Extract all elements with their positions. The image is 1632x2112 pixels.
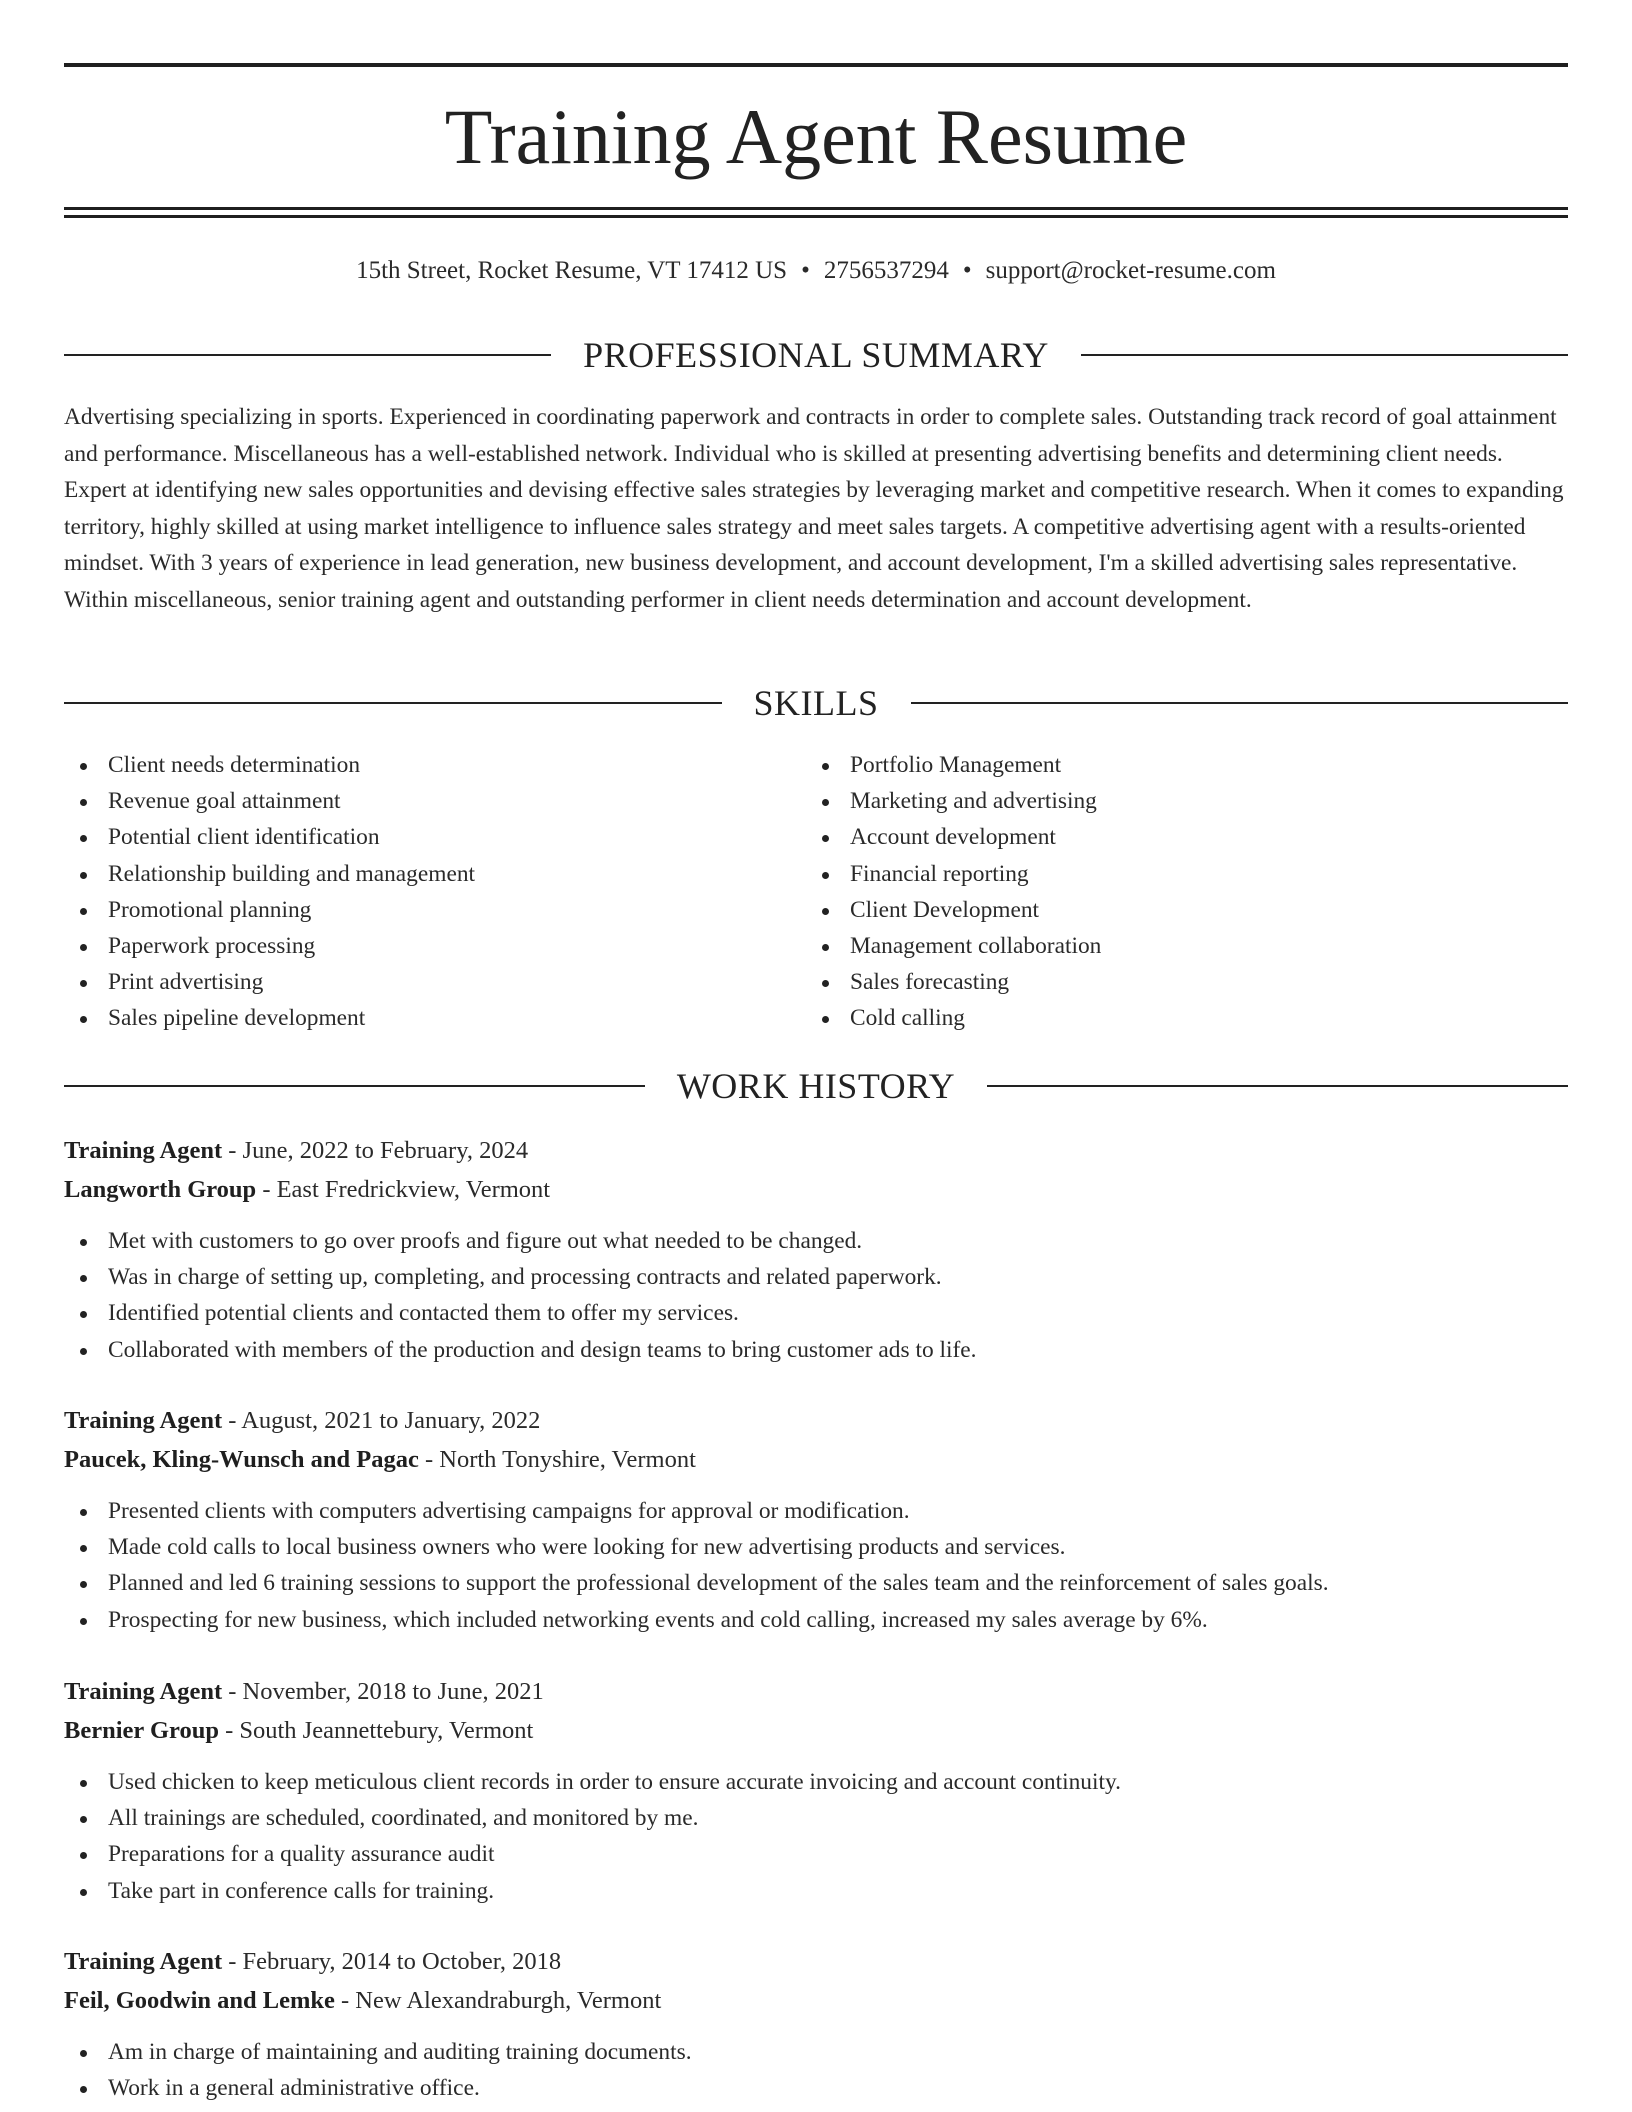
job-title: Training Agent — [64, 1137, 223, 1164]
job-duty: Preparations for a quality assurance audit — [64, 1836, 1568, 1872]
job-location: - South Jeannettebury, Vermont — [218, 1717, 534, 1744]
job-duty: Was in charge of setting up, completing, and processing contracts and related paperwork. — [64, 1259, 1568, 1295]
job-company: Langworth Group — [64, 1176, 257, 1203]
skill-item: Sales pipeline development — [64, 1000, 806, 1036]
job-entry — [64, 1942, 1568, 2106]
summary-heading-label: PROFESSIONAL SUMMARY — [583, 335, 1049, 375]
skill-item: Promotional planning — [64, 892, 806, 928]
job-company-line — [64, 1440, 1568, 1479]
heading-rule-left — [64, 702, 722, 704]
job-duty: Presented clients with computers advertising campaigns for approval or modification. — [64, 1493, 1568, 1529]
job-title-line — [64, 1401, 1568, 1440]
summary-text: Advertising specializing in sports. Experienced in coordinating paperwork and contracts in order to complete sales. Outstanding track record of goal attainment and performance. Miscellaneous has a well-established network. Individual who is skilled at presenting advertising benefits and determining client needs. Expert at identifying new sales opportunities and devising effective sales strategies by leveraging market and competitive research. When it comes to expanding territory, highly skilled at using market intelligence to influence sales strategy and meet sales targets. A competitive advertising agent with a results-oriented mindset. With 3 years of experience in lead generation, new business development, and account development, I'm a skilled advertising sales representative. Within miscellaneous, senior training agent and outstanding performer in client needs determination and account development. — [64, 404, 1564, 613]
heading-rule-left — [64, 1085, 645, 1087]
job-duty: Made cold calls to local business owners who were looking for new advertising products and services. — [64, 1529, 1568, 1565]
job-entry — [64, 1672, 1568, 1909]
skill-item: Client needs determination — [64, 747, 806, 783]
heading-rule-right — [987, 1085, 1568, 1087]
heading-rule-right — [911, 702, 1569, 704]
job-location: - New Alexandraburgh, Vermont — [334, 1987, 662, 2014]
job-entry — [64, 1131, 1568, 1368]
job-dates: - August, 2021 to January, 2022 — [222, 1407, 541, 1434]
summary-heading — [64, 333, 1568, 377]
job-duty: Work in a general administrative office. — [64, 2070, 1568, 2106]
title-rule-upper — [64, 207, 1568, 210]
skills-column-left — [64, 747, 806, 1037]
job-duty: Used chicken to keep meticulous client records in order to ensure accurate invoicing and account continuity. — [64, 1764, 1568, 1800]
contact-email: support@rocket-resume.com — [985, 257, 1276, 284]
job-company: Feil, Goodwin and Lemke — [64, 1987, 335, 2014]
skill-item: Client Development — [806, 892, 1548, 928]
job-duties — [64, 1493, 1568, 1638]
job-duty: Planned and led 6 training sessions to support the professional development of the sales team and the reinforcement of sales goals. — [64, 1565, 1568, 1601]
skill-item: Portfolio Management — [806, 747, 1548, 783]
skill-item: Print advertising — [64, 964, 806, 1000]
job-duty: Collaborated with members of the production and design teams to bring customer ads to life. — [64, 1332, 1568, 1368]
contact-line — [64, 254, 1568, 288]
contact-separator: • — [801, 257, 810, 284]
job-company: Bernier Group — [64, 1717, 219, 1744]
job-dates: - February, 2014 to October, 2018 — [222, 1948, 562, 1975]
job-duty: All trainings are scheduled, coordinated, and monitored by me. — [64, 1800, 1568, 1836]
job-title: Training Agent — [64, 1678, 223, 1705]
skill-item: Marketing and advertising — [806, 783, 1548, 819]
work-history-heading-label: WORK HISTORY — [676, 1066, 956, 1106]
work-history-heading — [64, 1064, 1568, 1108]
job-location: - North Tonyshire, Vermont — [418, 1446, 696, 1473]
job-title-line — [64, 1131, 1568, 1170]
job-duty: Met with customers to go over proofs and figure out what needed to be changed. — [64, 1223, 1568, 1259]
skills-column-right — [806, 747, 1548, 1037]
contact-address: 15th Street, Rocket Resume, VT 17412 US — [356, 257, 788, 284]
job-company-line — [64, 1711, 1568, 1750]
job-duty: Am in charge of maintaining and auditing training documents. — [64, 2034, 1568, 2070]
skills-grid — [64, 747, 1568, 1037]
skill-item: Financial reporting — [806, 856, 1548, 892]
skill-item: Management collaboration — [806, 928, 1548, 964]
skill-item: Paperwork processing — [64, 928, 806, 964]
heading-rule-left — [64, 354, 551, 356]
job-duty: Prospecting for new business, which included networking events and cold calling, increased my sales average by 6%. — [64, 1602, 1568, 1638]
job-title: Training Agent — [64, 1407, 223, 1434]
job-entry — [64, 1401, 1568, 1638]
skills-heading — [64, 681, 1568, 725]
contact-separator: • — [962, 257, 972, 284]
contact-phone: 2756537294 — [823, 257, 949, 284]
job-duties — [64, 1223, 1568, 1368]
job-duty: Take part in conference calls for training. — [64, 1873, 1568, 1909]
job-dates: - November, 2018 to June, 2021 — [222, 1678, 544, 1705]
skill-item: Relationship building and management — [64, 856, 806, 892]
job-title-line — [64, 1672, 1568, 1711]
heading-rule-right — [1081, 354, 1568, 356]
job-title-line — [64, 1942, 1568, 1981]
job-duties — [64, 1764, 1568, 1909]
title-rule-lower — [64, 215, 1568, 218]
skills-heading-label: SKILLS — [753, 683, 879, 723]
skill-item: Sales forecasting — [806, 964, 1548, 1000]
job-location: - East Fredrickview, Vermont — [256, 1176, 551, 1203]
skill-item: Potential client identification — [64, 819, 806, 855]
resume-title: Training Agent Resume — [444, 93, 1188, 180]
job-company: Paucek, Kling-Wunsch and Pagac — [64, 1446, 419, 1473]
skill-item: Revenue goal attainment — [64, 783, 806, 819]
job-company-line — [64, 1170, 1568, 1209]
job-dates: - June, 2022 to February, 2024 — [222, 1137, 529, 1164]
top-rule — [64, 63, 1568, 67]
skill-item: Account development — [806, 819, 1548, 855]
job-company-line — [64, 1981, 1568, 2020]
skill-item: Cold calling — [806, 1000, 1548, 1036]
job-title: Training Agent — [64, 1948, 223, 1975]
job-duties — [64, 2034, 1568, 2106]
job-duty: Identified potential clients and contacted them to offer my services. — [64, 1295, 1568, 1331]
